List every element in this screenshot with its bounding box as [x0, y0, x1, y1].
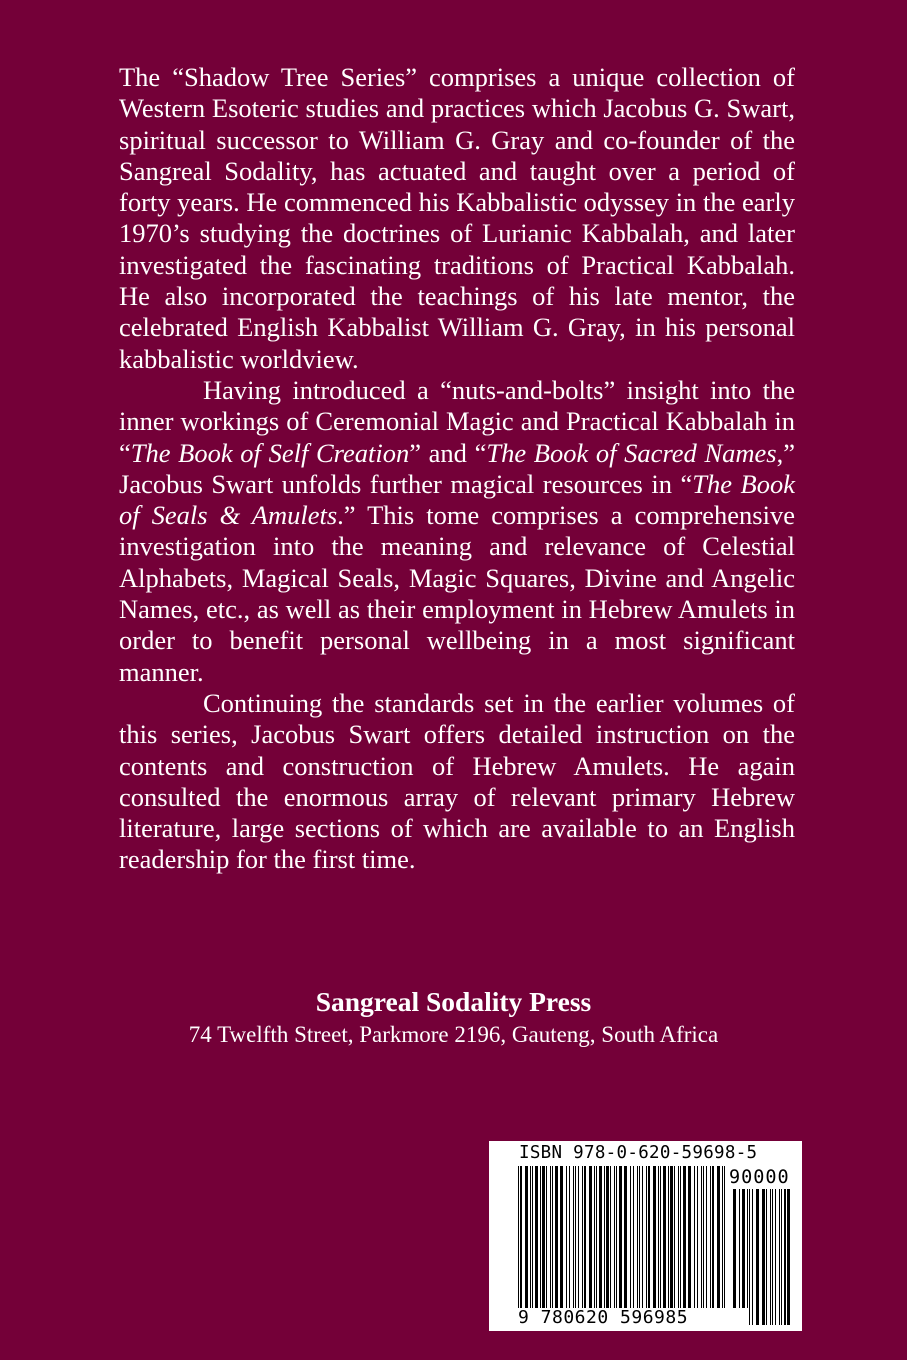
barcode-bar [594, 1166, 595, 1308]
barcode-bar [658, 1166, 659, 1308]
barcode-bar [703, 1166, 704, 1308]
barcode-bar [566, 1166, 567, 1308]
barcode-bar [525, 1166, 528, 1308]
barcode-bar [610, 1166, 611, 1318]
barcode-bar [624, 1166, 627, 1308]
addon-bar [756, 1189, 759, 1325]
book-title-self-creation: The Book of Self Creation [130, 437, 410, 468]
addon-bar [749, 1189, 750, 1325]
blurb-p2-text-1: Having introduced a “nuts-and-bolts” insight into the inner workings of Ceremonial Magic and Practical Kabbalah in “ [119, 374, 795, 468]
barcode-bar [668, 1166, 669, 1308]
addon-bar [779, 1189, 780, 1325]
addon-bar [775, 1189, 776, 1325]
barcode-bar [518, 1166, 519, 1318]
barcode-bar [532, 1166, 533, 1308]
addon-bar [742, 1189, 745, 1325]
barcode-bar [674, 1166, 675, 1308]
barcode-bar [701, 1166, 702, 1308]
barcode-bar [724, 1166, 725, 1318]
addon-bar [739, 1189, 740, 1325]
barcode-bar [697, 1166, 698, 1308]
barcode-bar [637, 1166, 638, 1308]
barcode-bar [589, 1166, 592, 1308]
barcode-bar [552, 1166, 553, 1308]
barcode-bar [683, 1166, 686, 1308]
barcode-bar [606, 1166, 609, 1308]
barcode-bar [550, 1166, 551, 1308]
blurb-paragraph-3: Continuing the standards set in the earlier volumes of this series, Jacobus Swart offers detailed instruction on the contents and construction of Hebrew Amulets. He again consulted the enormous array of relevant primary Hebrew literature, large sections of which are available to an English readership for the first time. [119, 687, 795, 875]
barcode-bar [653, 1166, 656, 1308]
barcode-bar [604, 1166, 605, 1308]
barcode-bar [642, 1166, 643, 1308]
barcode-bar [578, 1166, 579, 1308]
publisher-name: Sangreal Sodality Press [315, 986, 592, 1017]
barcode-bar [648, 1166, 650, 1308]
barcode-bar [582, 1166, 583, 1308]
addon-bar [770, 1189, 771, 1325]
barcode-bar [670, 1166, 673, 1308]
barcode-bar [663, 1166, 666, 1308]
barcode-bar [639, 1166, 640, 1308]
barcode-bar [616, 1166, 617, 1318]
barcode-bar [646, 1166, 647, 1308]
book-title-seals-amulets: The Book of Seals & Amulets [119, 468, 795, 531]
barcode-bar [694, 1166, 695, 1308]
blurb-p2-text-2: ” and “ [409, 437, 487, 468]
addon-bar [787, 1189, 790, 1325]
barcode-bar [530, 1166, 531, 1308]
barcode-bar [630, 1166, 631, 1308]
barcode-bar [706, 1166, 707, 1318]
blurb-p2-text-3: ,” Jacobus Swart unfolds further magical resources in “ [119, 437, 795, 499]
barcode-bar [575, 1166, 576, 1308]
barcode-bar [569, 1166, 570, 1308]
barcode-bar [619, 1166, 622, 1308]
barcode-bar [542, 1166, 545, 1308]
addon-bar [784, 1189, 786, 1325]
blurb-paragraph-2 [119, 375, 795, 688]
barcode-bar [633, 1166, 634, 1308]
barcode-bar [680, 1166, 681, 1308]
addon-bar [752, 1189, 753, 1325]
addon-bar [781, 1189, 782, 1325]
barcode-bar [540, 1166, 541, 1308]
barcode-bar [573, 1166, 574, 1308]
barcode-bar [584, 1166, 586, 1308]
isbn-label: ISBN 978-0-620-59698-5 [519, 1143, 758, 1163]
barcode-bar [535, 1166, 538, 1308]
barcode-bar [688, 1166, 691, 1308]
price-code: 90000 [729, 1167, 790, 1188]
barcode-bar [555, 1166, 558, 1308]
barcode-bar [712, 1166, 714, 1318]
addon-bar [766, 1189, 767, 1325]
addon-bar [747, 1189, 748, 1325]
addon-bar [733, 1189, 736, 1325]
barcode-bar [660, 1166, 661, 1308]
barcode-bar [710, 1166, 711, 1318]
isbn-barcode [489, 1141, 802, 1331]
barcode-bar [560, 1166, 563, 1308]
publisher-address: 74 Twelfth Street, Parkmore 2196, Gauteng, South Africa [188, 1022, 719, 1047]
barcode-bar [717, 1166, 720, 1318]
barcode-bar [722, 1166, 723, 1318]
barcode-bar [520, 1166, 522, 1318]
barcode-digits: 9 780620 596985 [518, 1308, 748, 1328]
back-cover-blurb [119, 62, 795, 876]
blurb-paragraph-1: The “Shadow Tree Series” comprises a unique collection of Western Esoteric studies and practices which Jacobus G. Swart, spiritual successor to William G. Gray and co-founder of the Sangreal Sodality, has actuated and taught over a period of forty years. He commenced his Kabbalistic odyssey in the early 1970’s studying the doctrines of Lurianic Kabbalah, and later investigated the fascinating traditions of Practical Kabbalah. He also incorporated the teachings of his late mentor, the celebrated English Kabbalist William G. Gray, in his personal kabbalistic worldview. [119, 62, 795, 374]
barcode-bar [614, 1166, 615, 1318]
blurb-p2-text-4: .” This tome comprises a comprehensive investigation into the meaning and relevance of Celestial Alphabets, Magical Seals, Magic Squares, Divine and Angelic Names, etc., as well as their employment in Hebrew Amulets in order to benefit personal wellbeing in a most significant manner. [119, 500, 795, 687]
addon-bar [772, 1189, 773, 1325]
barcode-bar [596, 1166, 597, 1308]
barcode-bar [678, 1166, 679, 1308]
addon-bar [762, 1189, 765, 1325]
barcode-bar [546, 1166, 547, 1308]
book-title-sacred-names: The Book of Sacred Names [486, 437, 777, 468]
barcode-bar [599, 1166, 602, 1308]
